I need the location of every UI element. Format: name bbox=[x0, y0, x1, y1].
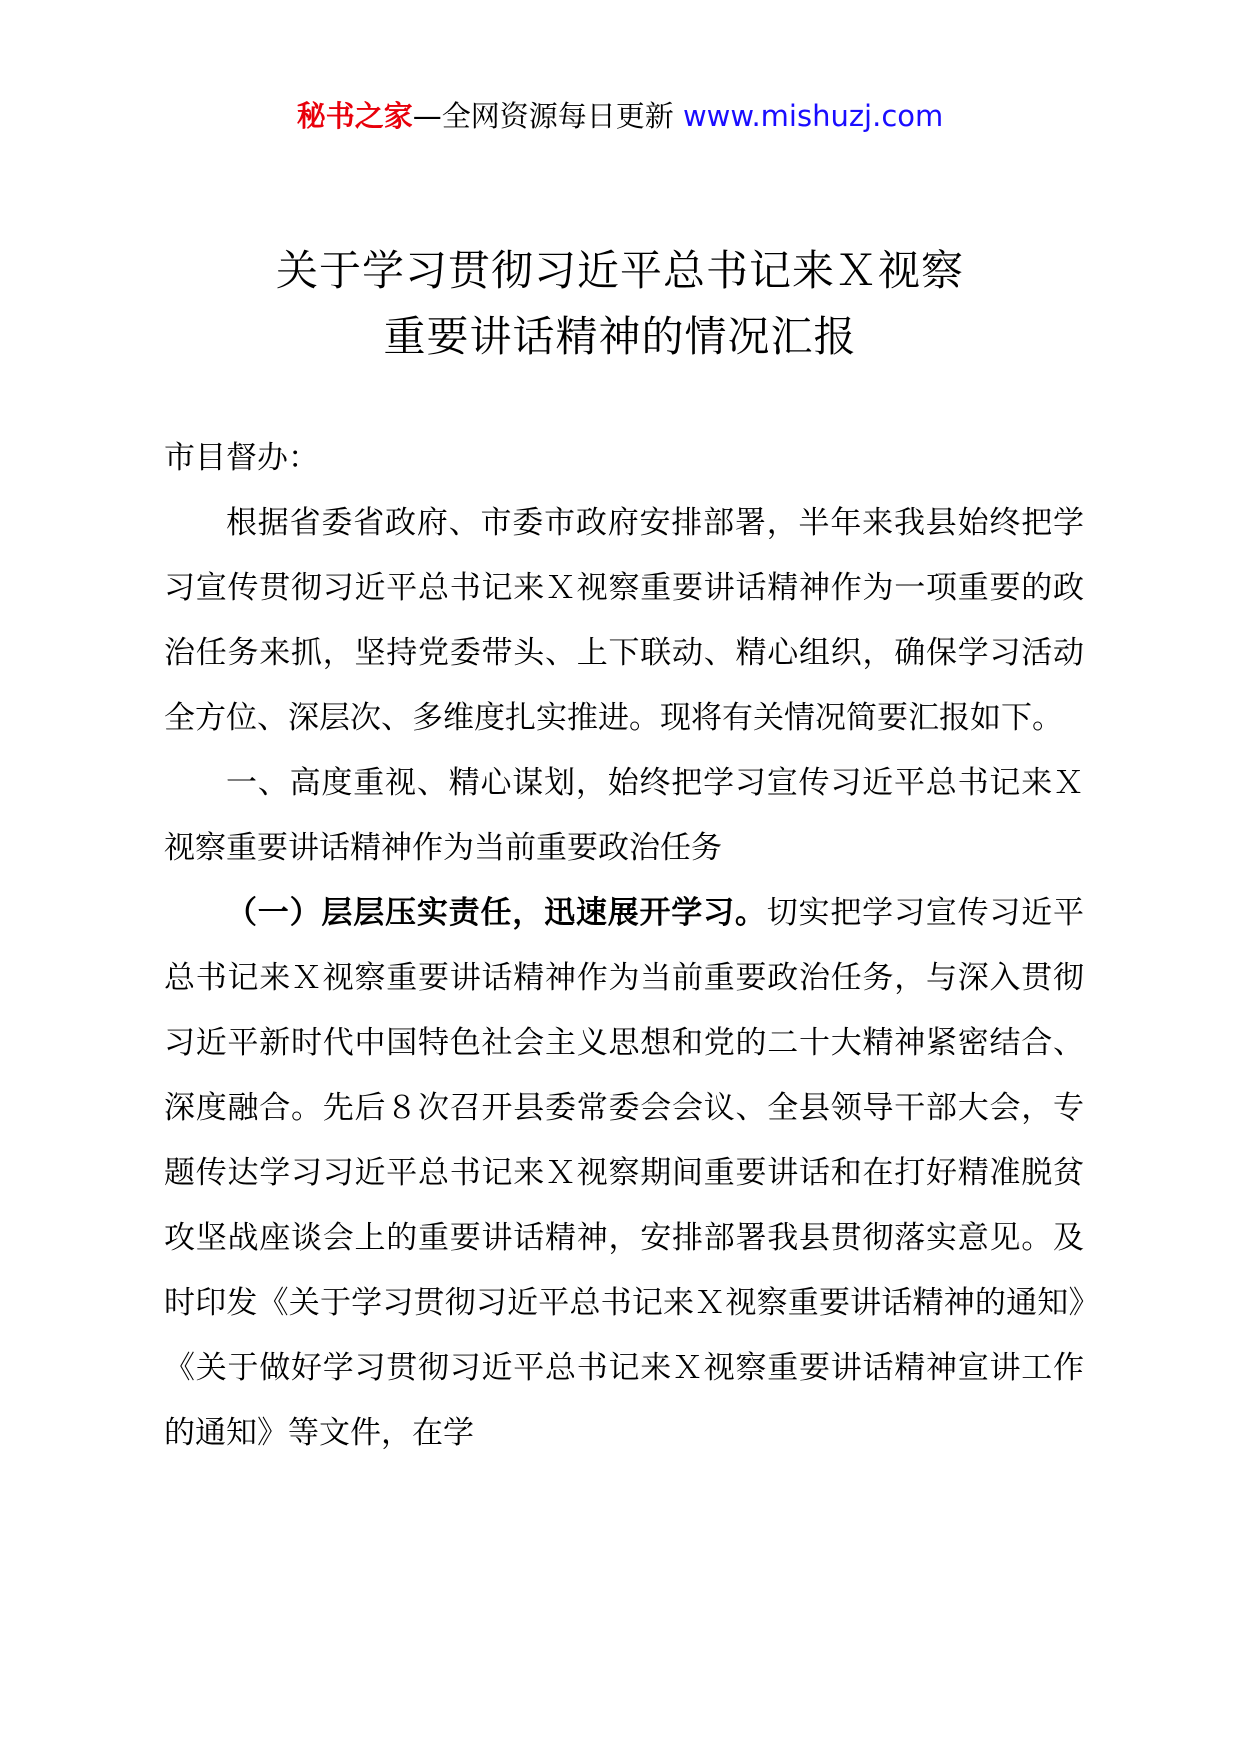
salutation: 市目督办： bbox=[164, 440, 319, 476]
document-body bbox=[164, 426, 1084, 1466]
subsection-heading-1: （一）层层压实责任，迅速展开学习。 bbox=[226, 895, 767, 931]
site-url-link[interactable]: www.mishuzj.com bbox=[682, 99, 944, 133]
paragraph-subsection-1 bbox=[164, 881, 1084, 1466]
section-heading-1: 一、高度重视、精心谋划，始终把学习宣传习近平总书记来Ｘ视察重要讲话精神作为当前重要政治任务 bbox=[164, 765, 1084, 866]
title-line-2: 重要讲话精神的情况汇报 bbox=[383, 312, 857, 361]
title-line-1: 关于学习贯彻习近平总书记来Ｘ视察 bbox=[275, 246, 964, 295]
header-tagline: —全网资源每日更新 bbox=[412, 99, 674, 133]
paragraph-intro: 根据省委省政府、市委市政府安排部署，半年来我县始终把学习宣传贯彻习近平总书记来Ｘ视察重要讲话精神作为一项重要的政治任务来抓，坚持党委带头、上下联动、精心组织，确保学习活动全方位、深层次、多维度扎实推进。现将有关情况简要汇报如下。 bbox=[164, 505, 1084, 736]
document-title bbox=[0, 238, 1240, 370]
subsection-text-1: 切实把学习宣传习近平总书记来Ｘ视察重要讲话精神作为当前重要政治任务，与深入贯彻习近平新时代中国特色社会主义思想和党的二十大精神紧密结合、深度融合。先后８次召开县委常委会会议、全县领导干部大会，专题传达学习习近平总书记来Ｘ视察期间重要讲话和在打好精准脱贫攻坚战座谈会上的重要讲话精神，安排部署我县贯彻落实意见。及时印发《关于学习贯彻习近平总书记来Ｘ视察重要讲话精神的通知》《关于做好学习贯彻习近平总书记来Ｘ视察重要讲话精神宣讲工作的通知》等文件，在学 bbox=[164, 895, 1085, 1451]
site-header bbox=[0, 96, 1240, 136]
brand-name: 秘书之家 bbox=[296, 99, 413, 133]
